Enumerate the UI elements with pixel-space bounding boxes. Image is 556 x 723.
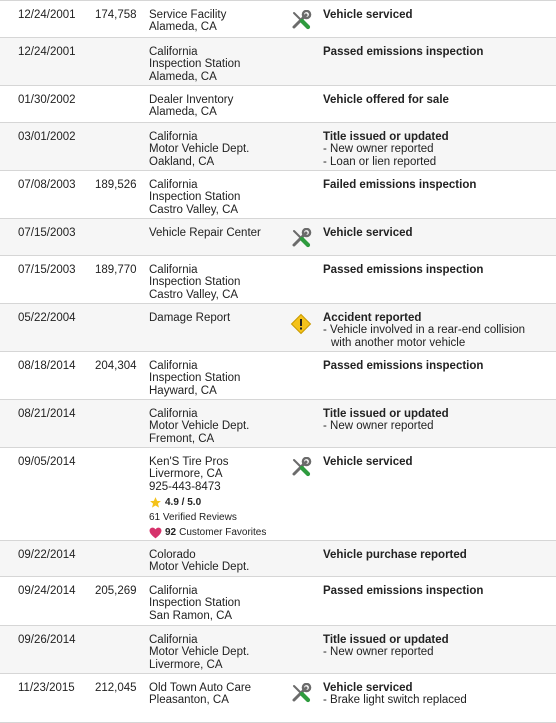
source-line: California — [149, 408, 198, 420]
record-details — [323, 408, 548, 433]
record-details — [323, 179, 548, 191]
wrench-screwdriver-icon — [290, 10, 314, 32]
source-line: Ken'S Tire Pros — [149, 456, 229, 468]
favorites-label: Customer Favorites — [179, 527, 267, 539]
event-title: Title issued or updated — [323, 131, 449, 143]
history-row — [0, 304, 556, 352]
event-detail-item: - Loan or lien reported — [323, 156, 548, 168]
record-details — [323, 360, 548, 372]
event-title: Title issued or updated — [323, 408, 449, 420]
source-line: Motor Vehicle Dept. — [149, 143, 250, 156]
event-title: Passed emissions inspection — [323, 360, 484, 372]
source-line: Castro Valley, CA — [149, 288, 239, 301]
record-date: 08/18/2014 — [18, 360, 76, 372]
record-mileage: 174,758 — [95, 9, 137, 21]
source-line: Alameda, CA — [149, 21, 217, 34]
record-date: 09/22/2014 — [18, 549, 76, 561]
source-line: California — [149, 634, 198, 646]
event-detail-item: - Brake light switch replaced — [323, 694, 548, 706]
record-date: 11/23/2015 — [18, 682, 75, 694]
customer-favorites — [149, 526, 289, 540]
event-title: Vehicle serviced — [323, 227, 413, 239]
source-line: Hayward, CA — [149, 384, 217, 397]
record-details — [323, 227, 548, 239]
record-mileage: 189,526 — [95, 179, 137, 191]
record-details — [323, 549, 548, 561]
heart-icon — [149, 527, 162, 539]
source-line: Damage Report — [149, 312, 231, 324]
source-line: California — [149, 585, 198, 597]
record-details — [323, 264, 548, 276]
source-line: Livermore, CA — [149, 658, 223, 671]
record-details — [323, 94, 548, 106]
source-line: Inspection Station — [149, 276, 241, 289]
history-row — [0, 626, 556, 674]
record-date: 12/24/2001 — [18, 46, 76, 58]
event-title: Passed emissions inspection — [323, 585, 484, 597]
record-details — [323, 585, 548, 597]
event-title: Vehicle offered for sale — [323, 94, 449, 106]
source-line: Inspection Station — [149, 58, 241, 71]
source-line: Inspection Station — [149, 191, 241, 204]
source-line: Inspection Station — [149, 597, 241, 610]
history-row — [0, 577, 556, 626]
history-row — [0, 674, 556, 723]
history-row — [0, 352, 556, 400]
record-source — [149, 634, 289, 671]
record-details — [323, 131, 548, 168]
record-source — [149, 360, 289, 397]
record-source — [149, 408, 289, 445]
event-title: Failed emissions inspection — [323, 179, 477, 191]
record-date: 07/15/2003 — [18, 264, 76, 276]
history-row — [0, 219, 556, 256]
source-line: Vehicle Repair Center — [149, 227, 261, 239]
record-details — [323, 456, 548, 468]
wrench-screwdriver-icon — [290, 228, 314, 250]
source-line: Motor Vehicle Dept. — [149, 646, 250, 659]
source-line: San Ramon, CA — [149, 609, 233, 622]
record-source — [149, 264, 289, 301]
history-row — [0, 541, 556, 577]
source-line: California — [149, 264, 198, 276]
history-row — [0, 38, 556, 86]
record-date: 05/22/2004 — [18, 312, 76, 324]
history-row — [0, 256, 556, 304]
source-line: Motor Vehicle Dept. — [149, 561, 250, 574]
rating-score: 4.9 / 5.0 — [165, 496, 202, 508]
record-source — [149, 682, 289, 707]
record-date: 12/24/2001 — [18, 9, 76, 21]
record-source — [149, 9, 289, 34]
event-title: Vehicle serviced — [323, 9, 413, 21]
record-details — [323, 682, 548, 707]
record-mileage: 204,304 — [95, 360, 137, 372]
source-line: Service Facility — [149, 9, 227, 21]
record-source — [149, 131, 289, 168]
record-date: 07/15/2003 — [18, 227, 76, 239]
event-title: Vehicle serviced — [323, 682, 413, 694]
favorites-count: 92 — [165, 527, 177, 539]
source-line: California — [149, 360, 198, 372]
record-details — [323, 9, 548, 21]
history-row — [0, 400, 556, 448]
record-date: 03/01/2002 — [18, 131, 76, 143]
source-line: Castro Valley, CA — [149, 203, 239, 216]
event-title: Accident reported — [323, 312, 422, 324]
record-date: 09/24/2014 — [18, 585, 76, 597]
record-source — [149, 549, 289, 574]
source-line: Dealer Inventory — [149, 94, 234, 106]
record-mileage: 205,269 — [95, 585, 137, 597]
record-details — [323, 46, 548, 58]
record-date: 01/30/2002 — [18, 94, 76, 106]
event-title: Passed emissions inspection — [323, 264, 484, 276]
source-line: Alameda, CA — [149, 106, 217, 119]
source-line: Livermore, CA — [149, 468, 223, 481]
source-line: California — [149, 46, 198, 58]
event-detail-item: - New owner reported — [323, 420, 548, 432]
record-source — [149, 179, 289, 216]
record-mileage: 189,770 — [95, 264, 137, 276]
shop-rating — [149, 496, 289, 510]
source-line: California — [149, 131, 198, 143]
source-line: 925-443-8473 — [149, 480, 221, 493]
verified-reviews-link[interactable]: 61 Verified Reviews — [149, 511, 237, 523]
history-row — [0, 171, 556, 219]
record-date: 09/05/2014 — [18, 456, 76, 468]
record-source — [149, 456, 289, 540]
source-line: Old Town Auto Care — [149, 682, 252, 694]
record-source — [149, 312, 289, 324]
record-source — [149, 585, 289, 622]
history-row — [0, 123, 556, 171]
source-line: Colorado — [149, 549, 196, 561]
source-line: Fremont, CA — [149, 432, 215, 445]
record-source — [149, 46, 289, 83]
event-detail-item: - New owner reported — [323, 646, 548, 658]
record-date: 09/26/2014 — [18, 634, 76, 646]
event-detail-item: - Vehicle involved in a rear-end collision with another motor vehicle — [323, 324, 548, 349]
record-details — [323, 634, 548, 659]
star-icon — [149, 496, 162, 509]
event-detail-item: - New owner reported — [323, 143, 548, 155]
record-source — [149, 227, 289, 239]
wrench-screwdriver-icon — [290, 457, 314, 479]
record-date: 07/08/2003 — [18, 179, 76, 191]
source-line: California — [149, 179, 198, 191]
wrench-screwdriver-icon — [290, 683, 314, 705]
event-title: Vehicle serviced — [323, 456, 413, 468]
history-row — [0, 86, 556, 123]
event-title: Vehicle purchase reported — [323, 549, 467, 561]
event-title: Title issued or updated — [323, 634, 449, 646]
record-date: 08/21/2014 — [18, 408, 76, 420]
source-line: Motor Vehicle Dept. — [149, 420, 250, 433]
history-row — [0, 448, 556, 541]
warning-diamond-icon — [290, 313, 314, 335]
source-line: Inspection Station — [149, 372, 241, 385]
source-line: Pleasanton, CA — [149, 694, 229, 707]
record-details — [323, 312, 548, 349]
record-mileage: 212,045 — [95, 682, 137, 694]
event-title: Passed emissions inspection — [323, 46, 484, 58]
record-source — [149, 94, 289, 119]
source-line: Oakland, CA — [149, 155, 215, 168]
source-line: Alameda, CA — [149, 70, 217, 83]
history-row — [0, 1, 556, 38]
